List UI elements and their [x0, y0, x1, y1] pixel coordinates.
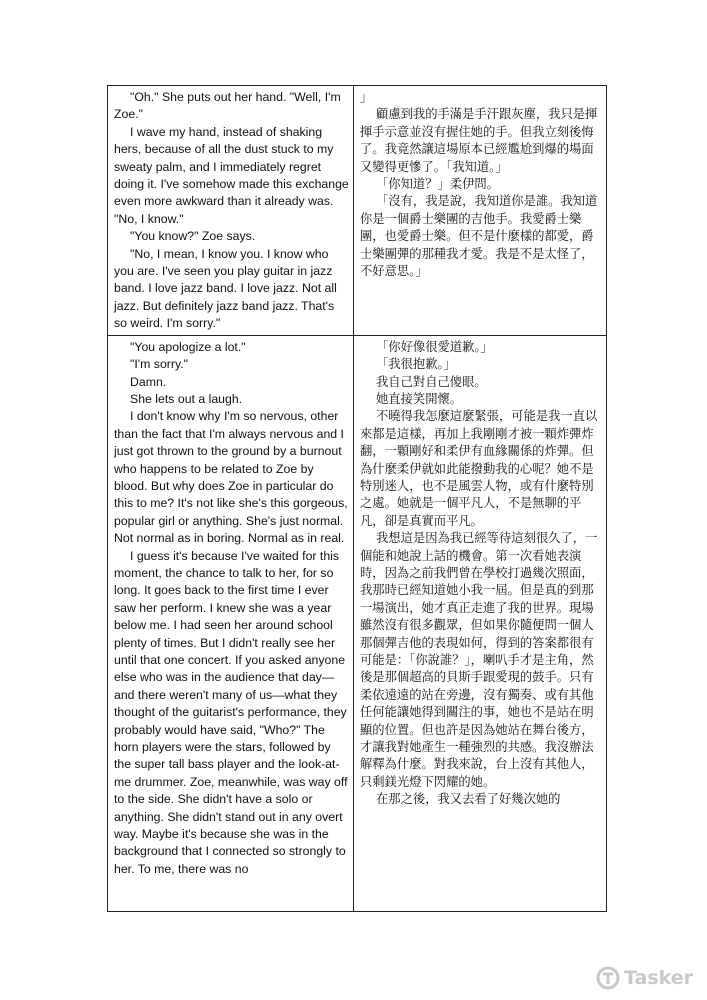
english-paragraph: She lets out a laugh.: [130, 391, 243, 406]
chinese-paragraph: 」: [360, 90, 373, 104]
english-paragraph: "You apologize a lot.": [130, 339, 246, 354]
chinese-paragraph: 「我很抱歉。」: [376, 357, 456, 372]
chinese-paragraph: 在那之後，我又去看了好幾次她的: [376, 792, 561, 807]
english-paragraph: "You know?" Zoe says.: [130, 229, 256, 244]
english-paragraph: "I'm sorry.": [130, 357, 188, 372]
tasker-logo-icon: [596, 966, 620, 990]
english-paragraph: "No, I mean, I know you. I know who you are. I've seen you play guitar in jazz band. I love jazz band. I love jazz. Not all jazz. But definitely jazz band jazz. That's so weird. I'm sorry.": [114, 246, 337, 331]
chinese-paragraph: 「沒有，我是說，我知道你是誰。我知道你是一個爵士樂團的吉他手。我愛爵士樂團，也愛爵士樂。但不是什麼樣的都愛，爵士樂團彈的那種我才愛。我是不是太怪了，不好意思。」: [360, 194, 598, 279]
translation-table: [107, 85, 607, 912]
chinese-paragraph: 顧慮到我的手滿是手汗跟灰塵，我只是揮揮手示意並沒有握住她的手。但我立刻後悔了。我竟然讓這場原本已經尷尬到爆的場面又變得更慘了。「我知道。」: [360, 107, 598, 174]
chinese-paragraph: 她直接笑開懷。: [376, 391, 463, 406]
english-cell: [108, 335, 354, 911]
english-paragraph: "Oh." She puts out her hand. "Well, I'm Zoe.": [114, 90, 341, 122]
chinese-cell: [354, 335, 607, 911]
chinese-paragraph: 「你好像很愛道歉。」: [376, 339, 493, 354]
english-paragraph: I don't know why I'm so nervous, other than the fact that I'm always nervous and I just got thrown to the ground by a burnout who happens to be related to Zoe by blood. But why does Zoe in particular do this to me? It's not like she's this gorgeous, popular girl or anything. She's just normal. Not normal as in boring. Normal as in real.: [114, 409, 348, 546]
english-paragraph: Damn.: [130, 374, 167, 389]
table-row: [108, 335, 607, 911]
chinese-paragraph: 「你知道？」柔伊問。: [376, 177, 499, 192]
chinese-paragraph: 不曉得我怎麼這麼緊張，可能是我一直以來都是這樣，再加上我剛剛才被一顆炸彈炸翻，一顆剛好和柔伊有血緣關係的炸彈。但為什麼柔伊就如此能撥動我的心呢？她不是特別迷人，也不是風雲人物，或有什麼特別之處。她就是一個平凡人，不是無聊的平凡，卻是真實而平凡。: [360, 409, 598, 528]
english-paragraph: I wave my hand, instead of shaking hers, because of all the dust stuck to my sweaty palm, and I immediately regret doing it. I've somehow made this exchange even more awkward than it already was. "No, I know.": [114, 124, 349, 226]
english-cell: [108, 86, 354, 336]
english-paragraph: I guess it's because I've waited for this moment, the chance to talk to her, for so long. It goes back to the first time I ever saw her perform. I knew she was a year below me. I had seen her around school plenty of times. But I didn't really see her until that one concert. If you asked anyone else who was in the audience that day—and there weren't many of us—what they thought of the guitarist's performance, they probably would have said, "Who?" The horn players were the stars, followed by the super tall bass player and the look-at-me drummer. Zoe, meanwhile, was way off to the side. She didn't have a solo or anything. She didn't stand out in any overt way. Maybe it's because she was in the background that I connected so strongly to her. To me, there was no: [114, 548, 348, 876]
chinese-cell: [354, 86, 607, 336]
watermark-text: Tasker: [624, 967, 694, 989]
tasker-watermark: [596, 966, 693, 990]
chinese-paragraph: 我想這是因為我已經等待這刻很久了，一個能和她說上話的機會。第一次看她表演時，因為之前我們曾在學校打過幾次照面，我那時已經知道她小我一屆。但是真的到那一場演出，她才真正走進了我的世界。現場雖然沒有很多觀眾，但如果你隨便問一個人那個彈吉他的表現如何，得到的答案都很有可能是：「你說誰？」，喇叭手才是主角，然後是那個超高的貝斯手跟愛現的鼓手。只有柔依遠遠的站在旁邊，沒有獨奏、或有其他任何能讓她得到關注的事，她也不是站在明顯的位置。但也許是因為她站在舞台後方，才讓我對她產生一種強烈的共感。我沒辦法解釋為什麼。對我來說，台上沒有其他人，只剩鎂光燈下閃耀的她。: [360, 531, 598, 789]
table-row: [108, 86, 607, 336]
chinese-paragraph: 我自己對自己傻眼。: [376, 374, 487, 389]
